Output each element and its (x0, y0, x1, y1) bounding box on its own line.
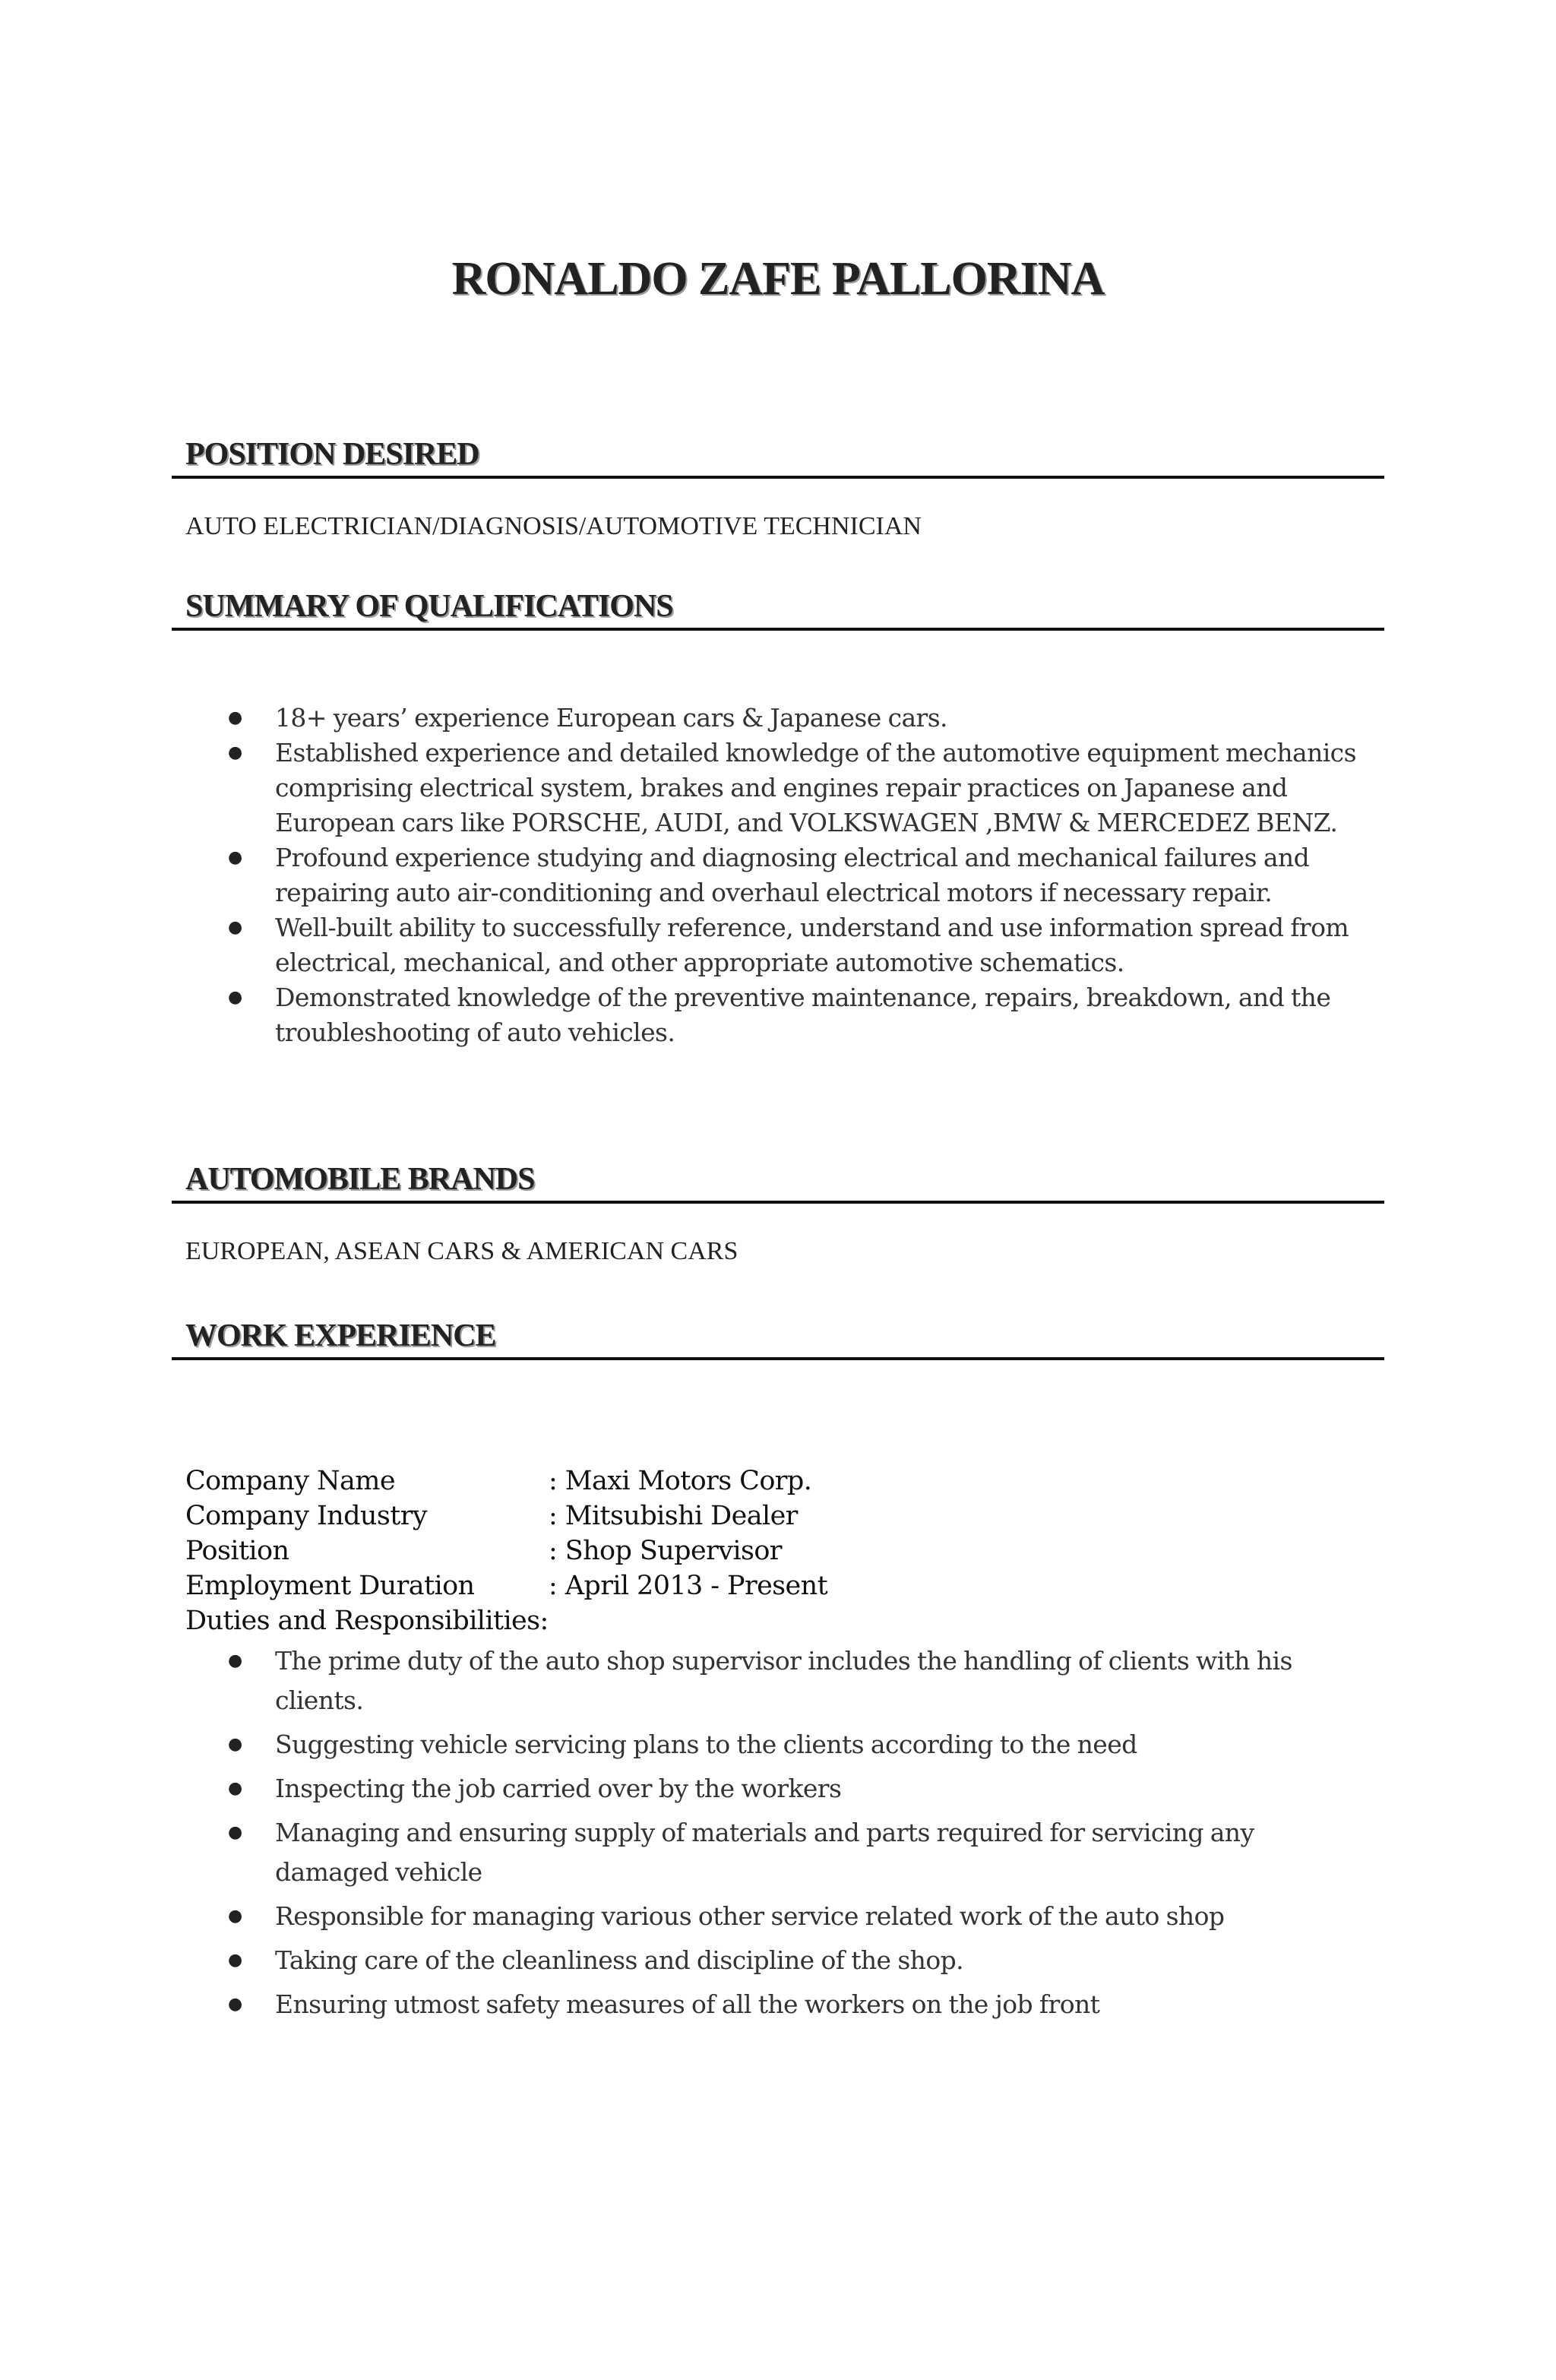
list-item: ● Inspecting the job carried over by the workers (185, 1769, 1371, 1809)
company-name-label: Company Name (185, 1466, 395, 1496)
bullet-icon: ● (228, 1735, 242, 1754)
list-item: ● 18+ years’ experience European cars & Japanese cars. (185, 701, 1371, 736)
list-item: ● Established experience and detailed knowledge of the automotive equipment mechanics comprising electrical system, brakes and engines repair practices on Japanese and European cars like PORSCHE, AUDI, and VOLKSWAGEN ,BMW & MERCEDEZ BENZ. (185, 736, 1371, 840)
brands-heading (172, 1147, 1384, 1204)
position-value: : Shop Supervisor (549, 1536, 782, 1566)
list-item: ● Profound experience studying and diagnosing electrical and mechanical failures and repairing auto air-conditioning and overhaul electrical motors if necessary repair. (185, 840, 1371, 910)
list-item: ● The prime duty of the auto shop supervisor includes the handling of clients with his clients. (185, 1641, 1371, 1720)
work-experience-title: WORK EXPERIENCE (185, 1318, 496, 1353)
candidate-name: RONALDO ZAFE PALLORINA (451, 253, 1105, 305)
company-industry-value: : Mitsubishi Dealer (549, 1501, 798, 1531)
brands-text: EUROPEAN, ASEAN CARS & AMERICAN CARS (185, 1237, 738, 1265)
employment-duration-label: Employment Duration (185, 1571, 475, 1601)
qualifications-list (185, 701, 1371, 1050)
bullet-icon: ● (228, 743, 242, 762)
bullet-icon: ● (228, 918, 242, 937)
bullet-icon: ● (228, 1907, 242, 1926)
bullet-icon: ● (228, 1951, 242, 1970)
list-item: ● Taking care of the cleanliness and discipline of the shop. (185, 1941, 1371, 1980)
summary-title: SUMMARY OF QUALIFICATIONS (185, 589, 673, 624)
list-item: ● Managing and ensuring supply of materials and parts required for servicing any damaged vehicle (185, 1813, 1371, 1892)
duties-label: Duties and Responsibilities: (185, 1606, 549, 1636)
bullet-icon: ● (228, 708, 242, 727)
position-desired-text: AUTO ELECTRICIAN/DIAGNOSIS/AUTOMOTIVE TECHNICIAN (185, 512, 922, 540)
summary-heading (172, 574, 1384, 631)
list-item: ● Responsible for managing various other service related work of the auto shop (185, 1897, 1371, 1936)
list-item: ● Demonstrated knowledge of the preventive maintenance, repairs, breakdown, and the troubleshooting of auto vehicles. (185, 980, 1371, 1050)
list-item: ● Well-built ability to successfully reference, understand and use information spread from electrical, mechanical, and other appropriate automotive schematics. (185, 910, 1371, 980)
bullet-icon: ● (228, 988, 242, 1007)
company-name-value: : Maxi Motors Corp. (549, 1466, 812, 1496)
list-item: ● Ensuring utmost safety measures of all the workers on the job front (185, 1985, 1371, 2024)
bullet-icon: ● (228, 1995, 242, 2014)
position-desired-title: POSITION DESIRED (185, 437, 479, 472)
list-item: ● Suggesting vehicle servicing plans to the clients according to the need (185, 1725, 1371, 1764)
company-industry-label: Company Industry (185, 1501, 427, 1531)
position-label: Position (185, 1536, 289, 1566)
duties-list (185, 1641, 1371, 2029)
position-desired-heading (172, 423, 1384, 479)
work-experience-heading (172, 1304, 1384, 1360)
brands-title: AUTOMOBILE BRANDS (185, 1162, 535, 1197)
bullet-icon: ● (228, 1779, 242, 1798)
bullet-icon: ● (228, 1823, 242, 1842)
employment-duration-value: : April 2013 - Present (549, 1571, 828, 1601)
bullet-icon: ● (228, 1651, 242, 1670)
bullet-icon: ● (228, 848, 242, 867)
